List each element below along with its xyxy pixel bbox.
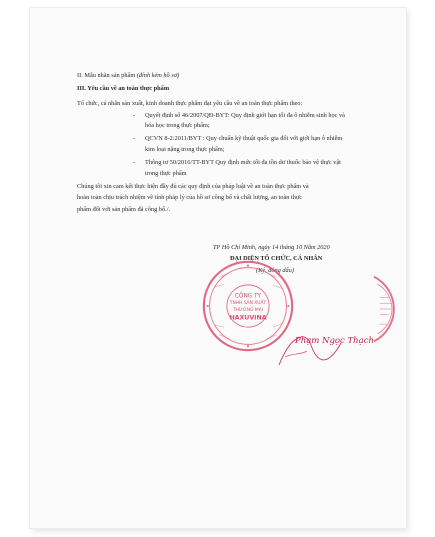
bullet-1-marker: - (133, 112, 136, 119)
place-date: TP Hồ Chí Minh, ngày 14 tháng 10 Năm 2020 (213, 244, 330, 251)
seal-line-3: THƯƠNG MẠI (232, 307, 264, 313)
section-3-intro: Tổ chức, cá nhân sản xuất, kinh doanh thực phẩm đạt yêu cầu về an toàn thực phẩm theo: (77, 100, 303, 107)
section-2-title: II. Mẫu nhãn sản phẩm (77, 72, 136, 79)
signer-name: Phạm Ngọc Thạch (295, 336, 374, 346)
section-2-note: (đính kèm hồ sơ) (136, 72, 180, 79)
signature-scribble (271, 325, 361, 375)
commitment-line-1: Chúng tôi xin cam kết thực hiện đầy đủ các quy định của pháp luật về an toàn thực phẩm và (77, 183, 309, 190)
sign-note: (Ký, đóng dấu) (256, 267, 294, 274)
bullet-2-line-1: QCVN 8-2:2011/BYT : Quy chuẩn kỹ thuật quốc gia đối với giới hạn ô nhiễm (145, 135, 343, 142)
representative-title: ĐẠI DIỆN TỔ CHỨC, CÁ NHÂN (230, 255, 323, 262)
seal-brand: HAXUVINA (229, 314, 267, 322)
section-3-title: III. Yêu cầu về an toàn thực phẩm (77, 85, 170, 92)
bullet-3-line-2: trong thực phẩm (145, 170, 187, 177)
bullet-2-marker: - (133, 135, 136, 142)
section-2-heading (77, 72, 179, 80)
bullet-2-line-2: kim loại nặng trong thực phẩm; (145, 146, 225, 153)
seal-line-2: TNHH SẢN XUẤT (229, 301, 267, 307)
bullet-1-line-2: hóa học trong thực phẩm; (145, 122, 210, 129)
commitment-line-3: phẩm đối với sản phẩm đã công bố./. (77, 206, 171, 213)
bullet-3-line-1: Thông tư 50/2016/TT-BYT Quy định mức tối đa tồn dư thuốc bảo vệ thực vật (145, 159, 341, 166)
bullet-1-line-1: Quyết định số 46/2007/QĐ-BYT: Quy định giới hạn tối đa ô nhiễm sinh học và (145, 112, 345, 119)
bullet-3-marker: - (133, 159, 136, 166)
seal-line-1: CÔNG TY (234, 293, 262, 300)
commitment-line-2: hoàn toàn chịu trách nhiệm về tính pháp lý của hồ sơ công bố và chất lượng, an toàn thực (77, 194, 303, 201)
partial-seal (372, 270, 410, 348)
